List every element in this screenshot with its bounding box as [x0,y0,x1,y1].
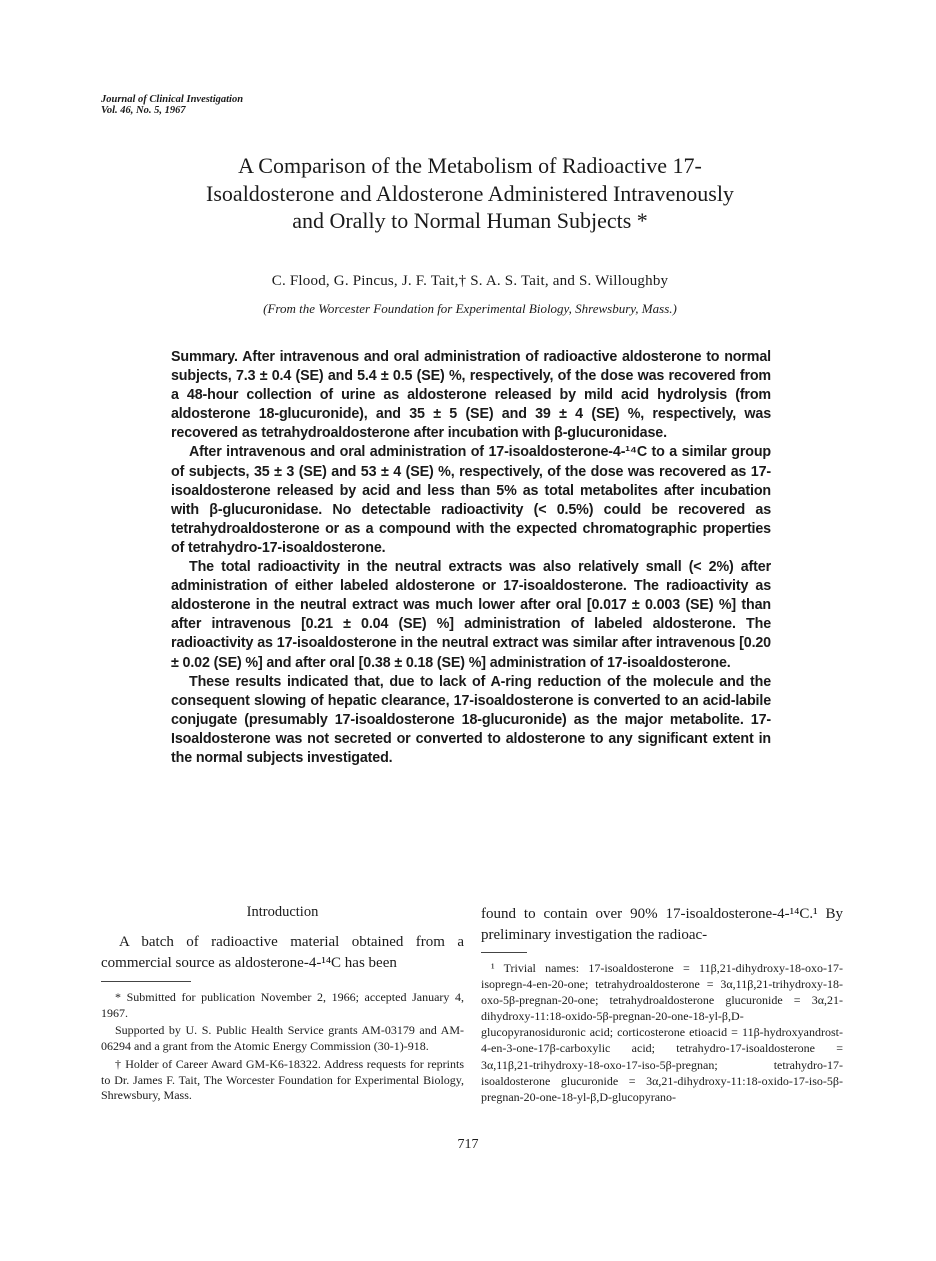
right-column [481,904,843,1105]
introduction-continued: found to contain over 90% 17-isoaldosterone-4-¹⁴C.¹ By preliminary investigation the radioac- [481,906,843,943]
footnote-divider [481,952,527,953]
author-list: C. Flood, G. Pincus, J. F. Tait,† S. A. S. Tait, and S. Willoughby [271,273,669,289]
paper-title: A Comparison of the Metabolism of Radioactive 17-Isoaldosterone and Aldosterone Administered Intravenously and Orally to Normal Human Subjects * [206,153,734,233]
summary-paragraph: Summary. After intravenous and oral administration of radioactive aldosterone to normal subjects, 7.3 ± 0.4 (SE) and 5.4 ± 0.5 (SE) %, respectively, of the dose was recovered from a 48-hour collection of urine as aldosterone released by mild acid hydrolysis (from aldosterone 18-glucuronide), and 35 ± 5 (SE) and 39 ± 4 (SE) %, respectively, was recovered as tetrahydroaldosterone after incubation with β-glucuronidase. [171,349,771,442]
journal-name: Journal of Clinical Investigation [101,94,244,105]
footnote-support: Supported by U. S. Public Health Service grants AM-03179 and AM-06294 and a grant from the Atomic Energy Commission (30-1)-918. [101,1023,464,1054]
introduction-heading: Introduction [246,904,319,920]
summary-paragraph: These results indicated that, due to lack of A-ring reduction of the molecule and the consequent slowing of hepatic clearance, 17-isoaldosterone is converted to an acid-labile conjugate (presumably 17-isoaldosterone 18-glucuronide) as the major metabolite. 17-Isoaldosterone was not secreted or converted to aldosterone to any significant extent in the normal subjects investigated. [171,673,771,766]
introduction-text: A batch of radioactive material obtained from a commercial source as aldosterone-4-¹⁴C has been [101,934,464,971]
footnote-submission: * Submitted for publication November 2, 1966; accepted January 4, 1967. [101,990,464,1020]
footnote-divider [101,981,191,982]
summary-paragraph: After intravenous and oral administration of 17-isoaldosterone-4-¹⁴C to a similar group of subjects, 35 ± 3 (SE) and 53 ± 4 (SE) %, respectively, of the dose was recovered as 17-isoaldosterone released by acid and less than 5% as total metabolites after incubation with β-glucuronidase. No detectable radioactivity (< 0.5%) could be recovered as tetrahydroaldosterone or as a compound with the expected chromatographic properties of tetrahydro-17-isoaldosterone. [171,444,771,556]
journal-citation [101,94,243,116]
footnote-career-award: † Holder of Career Award GM-K6-18322. Address requests for reprints to Dr. James F. Tait, The Worcester Foundation for Experimental Biology, Shrewsbury, Mass. [101,1056,464,1103]
summary-abstract [171,348,771,768]
summary-paragraph: The total radioactivity in the neutral extracts was also relatively small (< 2%) after administration of either labeled aldosterone or 17-isoaldosterone. The radioactivity as aldosterone in the neutral extract was much lower after oral [0.017 ± 0.003 (SE) %] than after intravenous [0.21 ± 0.04 (SE) %] administration of labeled aldosterone. The radioactivity as 17-isoaldosterone in the neutral extract was similar after intravenous [0.20 ± 0.02 (SE) %] and after oral [0.38 ± 0.18 (SE) %] administration of 17-isoaldosterone. [171,559,771,671]
left-column [101,904,464,1104]
footnote-trivial-names: ¹ Trivial names: 17-isoaldosterone = 11β,21-dihydroxy-18-oxo-17-isopregn-4-en-20-one; tetrahydroaldosterone = 3α,11β,21-trihydroxy-18-oxo-5β-pregnan-20-one; tetrahydroaldosterone glucuronide = 3α,21-dihydroxy-11:18-oxido-5β-pregnan-20-one-18-yl-β,D-glucopyranosiduronic acid; corticosterone etioacid = 11β-hydroxyandrost-4-en-3-one-17β-carboxylic acid; tetrahydro-17-isoaldosterone = 3α,11β,21-trihydroxy-18-oxo-17-iso-5β-pregnan; tetrahydro-17-isoaldosterone glucuronide = 3α,21-dihydroxy-11:18-oxido-17-iso-5β-pregnan-20-one-18-yl-β,D-glucopyrano- [481,961,843,1104]
journal-volume: Vol. 46, No. 5, 1967 [101,105,186,116]
affiliation: (From the Worcester Foundation for Experimental Biology, Shrewsbury, Mass.) [263,301,677,316]
page-number: 717 [457,1137,479,1152]
